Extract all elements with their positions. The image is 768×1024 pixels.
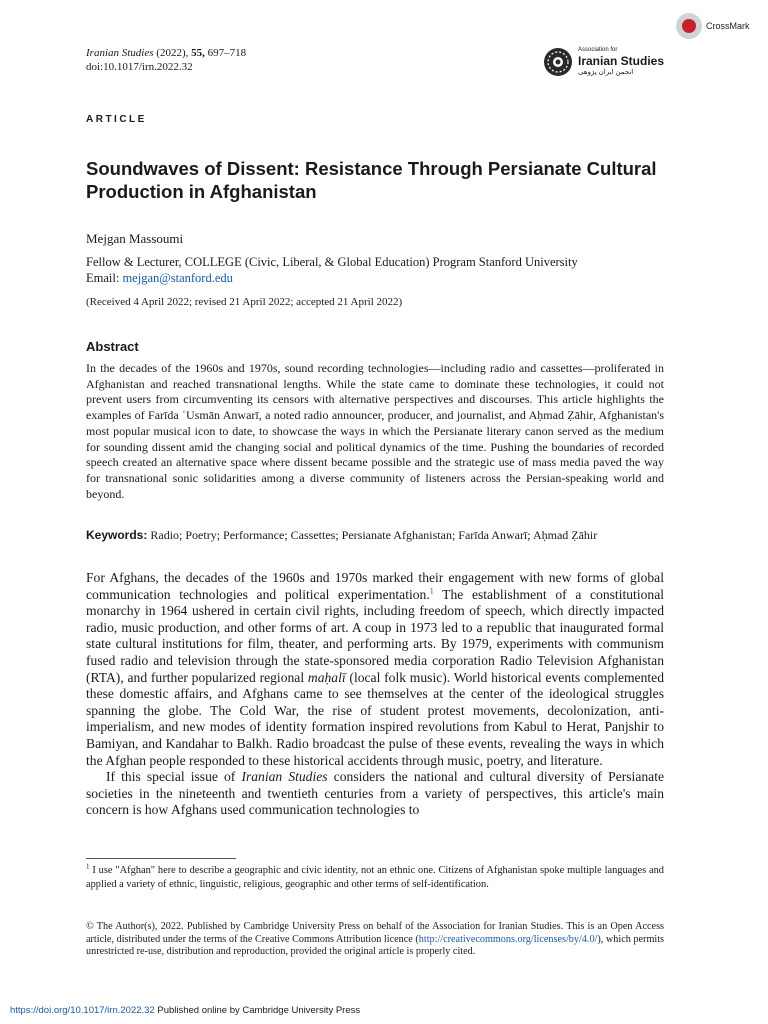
footnote-divider [86, 858, 236, 859]
author-name: Mejgan Massoumi [86, 231, 184, 246]
journal-name: Iranian Studies [86, 47, 154, 59]
affiliation-text: Fellow & Lecturer, COLLEGE (Civic, Liberal, & Global Education) Program Stanford University [86, 255, 578, 269]
journal-volume: 55, [191, 47, 205, 59]
association-emblem-icon [543, 47, 573, 77]
abstract-heading: Abstract [86, 339, 139, 354]
footer-doi [10, 1005, 360, 1016]
abstract-text: In the decades of the 1960s and 1970s, sound recording technologies—including radio and cassettes—proliferated in Afghanistan and reached transnational lengths. While the state came to dominate these technologies, it could not prevent users from circumventing its censors with alternative perspectives and discourses. This article highlights the examples of Farīda ʿUsmān Anwarī, a noted radio announcer, producer, and journalist, and Aḥmad Ẓāhir, Afghanistan's most popular musical icon to date, to showcase the ways in which the Persianate literary canon served as the medium for sounding dissent amid the changing social and political dynamics of the time. Pushing the boundaries of recorded speech created an alternative space where dissent became possible and the strategic use of mass media paved the way for transnational sonic solidarities among a diverse community of listeners across the Persian-speaking world and beyond. [86, 361, 664, 501]
journal-year: (2022), [156, 47, 189, 59]
footnote-ref-1[interactable]: 1 [429, 586, 434, 596]
paragraph-1: For Afghans, the decades of the 1960s and 1970s marked their engagement with new forms of global communication technologies and political experimentation.$^1$ The establishment of a constitutional monarchy in 1964 ushered in certain civil rights, including freedom of speech, which directly impacted radio, music production, and other forms of art. A coup in 1973 led to a republic that inaugurated formal state cultural institutions for film, theater, and performing arts. By 1979, experiments with communism fused radio and television through the state-sponsored media corporation Radio Television Afghanistan (RTA), and further popularized regional maḥalī (local folk music). World historical events complemented these domestic affairs, and Afghans came to see themselves at the center of the ideological struggles spanning the globe. The Cold War, the rise of student protest movements, decolonization, anti-imperialism, and new modes of identity formation inspired revolutions from Kabul to Herat, Panjshir to Bamiyan, and Kandahar to Balkh. Radio broadcast the pulse of these events, revealing the ways in which the Afghan people responded to these historical accidents through music, poetry, and literature. [86, 570, 664, 768]
journal-pages: 697–718 [207, 47, 247, 59]
email-link[interactable]: mejgan@stanford.edu [122, 270, 233, 285]
doi-link[interactable]: https://doi.org/10.1017/irn.2022.32 [10, 1005, 155, 1016]
article-title: Soundwaves of Dissent: Resistance Through Persianate Cultural Production in Afghanistan [86, 158, 657, 202]
journal-doi: doi:10.1017/irn.2022.32 [86, 61, 193, 73]
footnote-marker: 1 [86, 862, 90, 871]
crossmark-badge[interactable] [676, 12, 750, 40]
article-type: ARTICLE [86, 114, 147, 125]
article-body [86, 570, 664, 819]
published-note: Published online by Cambridge University Press [154, 1005, 361, 1016]
license-link[interactable]: http://creativecommons.org/licenses/by/4.0/ [418, 933, 598, 945]
association-line1: Association for [578, 47, 618, 53]
email-label: Email: [86, 270, 120, 285]
crossmark-label: CrossMark [706, 21, 750, 31]
keywords [86, 528, 686, 543]
author-affiliation [86, 255, 686, 286]
footnote-1 [86, 864, 664, 891]
association-name: Iranian Studies [578, 54, 665, 68]
crossmark-icon [676, 13, 702, 39]
association-persian: انجمن ایران پژوهی [578, 69, 634, 76]
keywords-list: Radio; Poetry; Performance; Cassettes; Persianate Afghanistan; Farīda Anwarī; Aḥmad Ẓāhir [150, 528, 598, 542]
copyright-notice: © The Author(s), 2022. Published by Cambridge University Press on behalf of the Association for Iranian Studies. This is an Open Access article, distributed under the terms of the Creative Commons Attribution licence (http://creativecommons.org/licenses/by/4.0/), which permits unrestricted re-use, distribution and reproduction, provided the original article is properly cited. [86, 921, 664, 958]
keywords-label: Keywords: [86, 528, 148, 542]
association-logo [543, 45, 664, 78]
journal-citation [86, 46, 246, 74]
footnote-text: I use "Afghan" here to describe a geographic and civic identity, not an ethnic one. Citizens of Afghanistan spoke multiple languages and applied a variety of ethnic, linguistic, religious, geographic and other terms of self-identification. [86, 865, 664, 890]
received-dates: (Received 4 April 2022; revised 21 April 2022; accepted 21 April 2022) [86, 296, 403, 308]
paragraph-2: If this special issue of Iranian Studies considers the national and cultural diversity of Persianate societies in the nineteenth and twentieth centuries from a variety of perspectives, this article's main concern is how Afghans used communication technologies to [86, 769, 665, 818]
